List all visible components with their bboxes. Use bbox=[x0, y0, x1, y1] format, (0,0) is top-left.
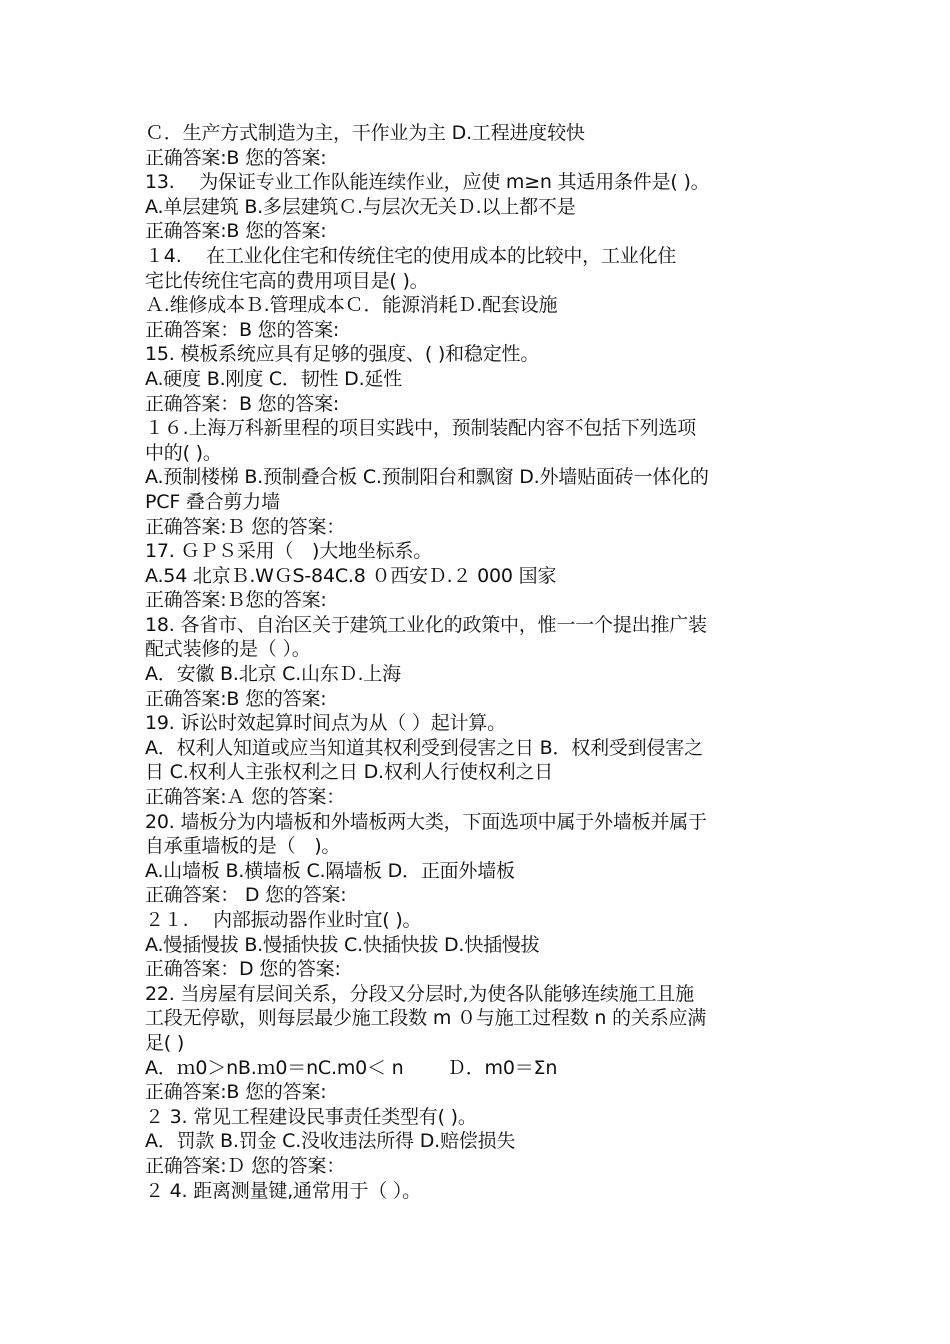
text-line: A．ｍ0＞nB.ｍ0＝nC.m0＜ n Ｄ．m0＝Σn bbox=[145, 1056, 558, 1079]
text-line: 正确答案:Ｂ 您的答案： bbox=[145, 515, 346, 538]
text-line: 17. ＧＰＳ采用（ )大地坐标系。 bbox=[145, 540, 433, 563]
text-line: 正确答案：D 您的答案: bbox=[145, 958, 341, 981]
text-line: A.预制楼梯 B.预制叠合板 C.预制阳台和飘窗 D.外墙贴面砖一体化的 bbox=[145, 466, 709, 489]
text-line: Ａ.维修成本Ｂ.管理成本Ｃ．能源消耗Ｄ.配套设施 bbox=[145, 294, 558, 317]
text-line: 正确答案:B 您的答案: bbox=[145, 220, 327, 243]
text-line: A.慢插慢拔 B.慢插快拔 C.快插快拔 D.快插慢拔 bbox=[145, 933, 540, 956]
text-line: 宅比传统住宅高的费用项目是( )。 bbox=[145, 269, 429, 292]
text-line: ２ 4. 距离测量键,通常用于（ ）。 bbox=[145, 1179, 421, 1202]
text-line: 正确答案:Ｄ 您的答案： bbox=[145, 1154, 346, 1177]
text-line: 13. 为保证专业工作队能连续作业，应使 m≥n 其适用条件是( )。 bbox=[145, 171, 710, 194]
text-line: A.硬度 B.刚度 C．韧性 D.延性 bbox=[145, 367, 403, 390]
text-line: ２１. 内部振动器作业时宜( )。 bbox=[145, 909, 422, 931]
text-line: A．权利人知道或应当知道其权利受到侵害之日 B．权利受到侵害之 bbox=[145, 736, 703, 759]
text-line: 19. 诉讼时效起算时间点为从（ ）起计算。 bbox=[145, 712, 506, 735]
text-line: 配式装修的是（ ）。 bbox=[145, 638, 311, 661]
text-line: A.54 北京Ｂ.WＧS-84C.8 ０西安Ｄ.２ 000 国家 bbox=[145, 564, 557, 587]
text-line: A.山墙板 B.横墙板 C.隔墙板 D．正面外墙板 bbox=[145, 859, 515, 882]
text-line: 15. 模板系统应具有足够的强度、( )和稳定性。 bbox=[145, 343, 540, 366]
text-line: 正确答案:Ｂ您的答案: bbox=[145, 589, 327, 612]
document-page bbox=[145, 121, 810, 1203]
text-line: ２ 3. 常见工程建设民事责任类型有( )。 bbox=[145, 1105, 477, 1128]
text-line: １4. 在工业化住宅和传统住宅的使用成本的比较中，工业化住 bbox=[145, 244, 677, 267]
text-line: 正确答案：B 您的答案: bbox=[145, 392, 340, 415]
text-line: PCF 叠合剪力墙 bbox=[145, 490, 280, 513]
text-line: 22. 当房屋有层间关系，分段又分层时,为使各队能够连续施工且施 bbox=[145, 982, 694, 1005]
text-line: 工段无停歇，则每层最少施工段数 m ０与施工过程数 n 的关系应满 bbox=[145, 1007, 707, 1030]
text-line: A．罚款 B.罚金 C.没收违法所得 D.赔偿损失 bbox=[145, 1130, 516, 1153]
text-line: １６.上海万科新里程的项目实践中，预制装配内容不包括下列选项 bbox=[145, 417, 697, 440]
text-line: 正确答案:B 您的答案: bbox=[145, 687, 327, 710]
text-line: 足( ) bbox=[145, 1031, 185, 1054]
text-line: 日 C.权利人主张权利之日 D.权利人行使权利之日 bbox=[145, 761, 554, 784]
text-line: 正确答案:Ａ 您的答案： bbox=[145, 786, 346, 809]
text-line: A．安徽 B.北京 C.山东Ｄ.上海 bbox=[145, 663, 401, 686]
text-line: 18. 各省市、自治区关于建筑工业化的政策中，惟一一个提出推广装 bbox=[145, 613, 707, 636]
text-line: 20. 墙板分为内墙板和外墙板两大类，下面选项中属于外墙板并属于 bbox=[145, 810, 707, 833]
text-line: 自承重墙板的是（ )。 bbox=[145, 835, 341, 858]
text-line: 正确答案：B 您的答案: bbox=[145, 318, 340, 341]
text-line: A.单层建筑 B.多层建筑Ｃ.与层次无关Ｄ.以上都不是 bbox=[145, 195, 576, 218]
text-line: 正确答案:B 您的答案: bbox=[145, 146, 327, 169]
text-line: 正确答案： D 您的答案: bbox=[145, 884, 347, 907]
text-line: 正确答案:B 您的答案: bbox=[145, 1081, 327, 1104]
text-line: Ｃ．生产方式制造为主，干作业为主 D.工程进度较快 bbox=[145, 122, 585, 144]
text-line: 中的( )。 bbox=[145, 441, 222, 464]
